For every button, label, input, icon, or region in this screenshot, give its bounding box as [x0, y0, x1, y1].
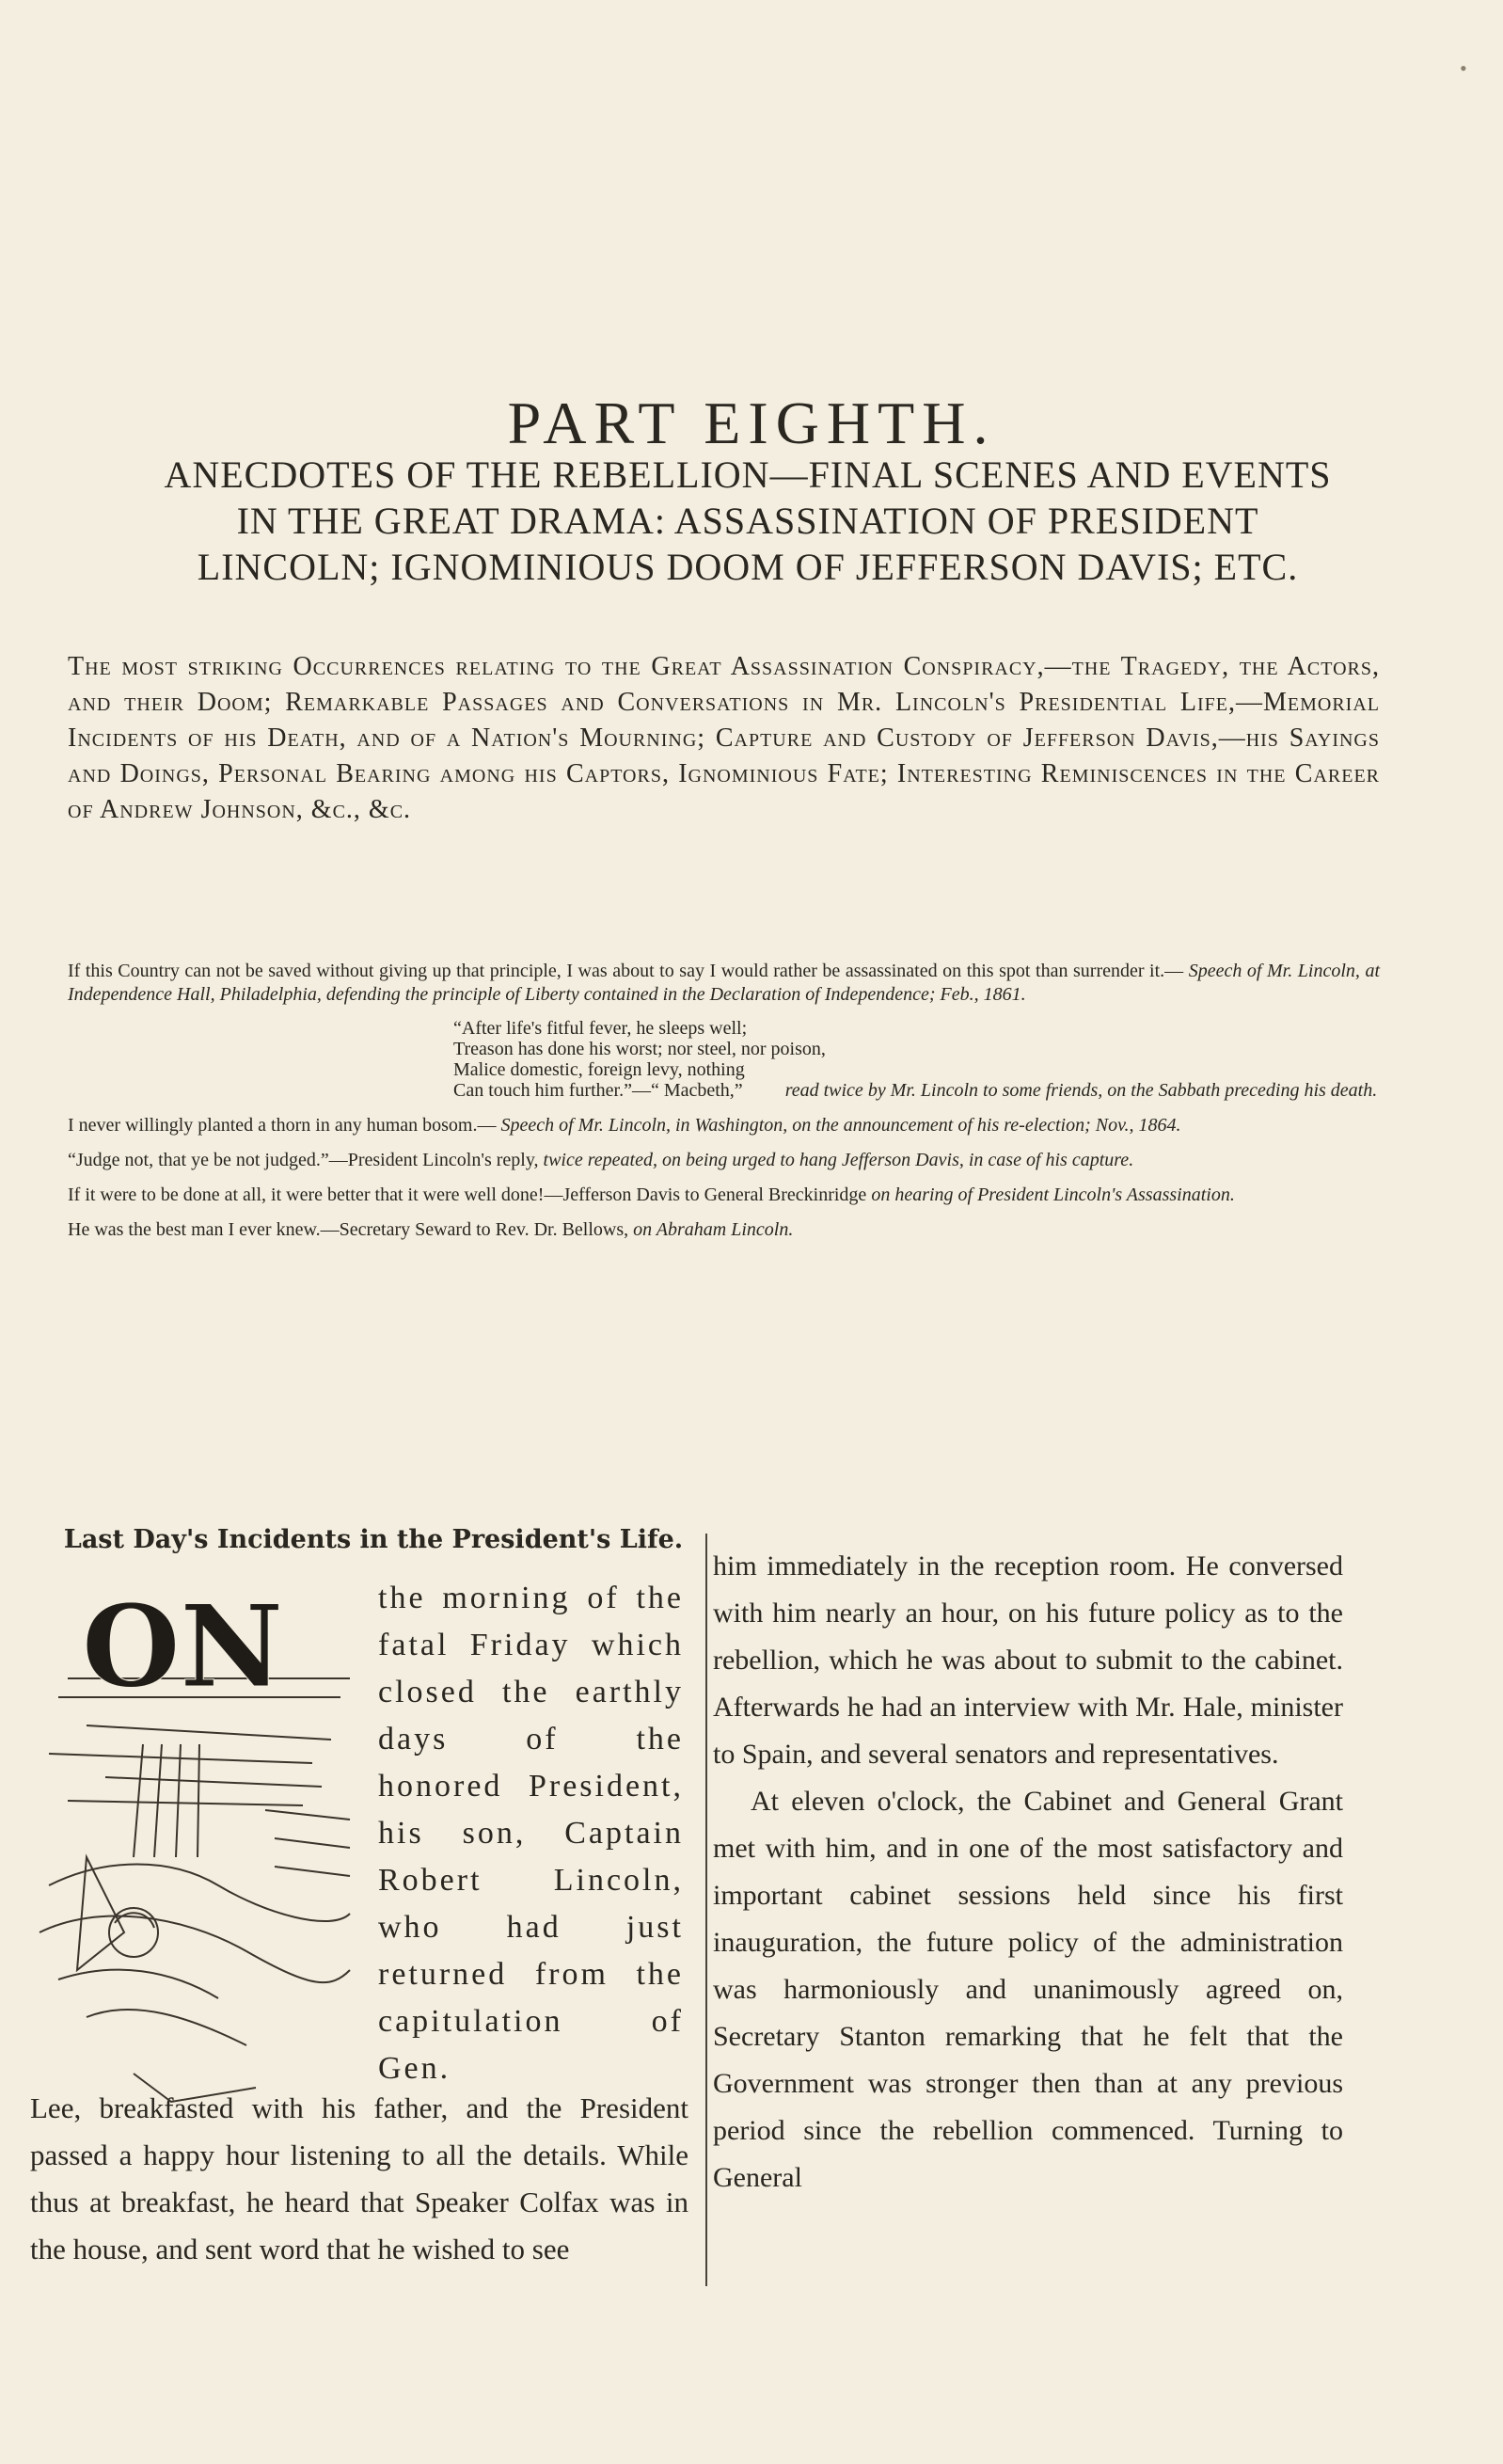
epigraph-attribution: on hearing of President Lincoln's Assassination. [871, 1184, 1235, 1205]
epigraph-attribution: on Abraham Lincoln. [633, 1219, 794, 1240]
subtitle-line: IN THE GREAT DRAMA: ASSASSINATION OF PRESIDENT [236, 500, 1259, 542]
epigraph [68, 960, 1380, 1007]
epigraph [68, 1218, 1380, 1242]
right-column-text [713, 1543, 1343, 2202]
chapter-summary: The most striking Occurrences relating to the Great Assassination Conspiracy,—the Tragedy, the Actors, and their Doom; Remarkable Passages and Conversations in Mr. Lincoln's Presidential Life,—Memorial Incidents of his Death, and of a Nation's Mourning; Capture and Custody of Jefferson Davis,—his Sayings and Doings, Personal Bearing among his Captors, Ignominious Fate; Interesting Reminiscences in the Career of Andrew Johnson, &c., &c. [68, 652, 1380, 824]
drop-cap-block [30, 1575, 688, 2111]
page-speck: • [1460, 56, 1467, 80]
epigraph [68, 1114, 1380, 1137]
poem-attribution: read twice by Mr. Lincoln to some friends, on the Sabbath preceding his death. [784, 1080, 1378, 1101]
macbeth-quote [453, 1018, 1380, 1101]
epigraph-text: “Judge not, that ye be not judged.”—President Lincoln's reply, [68, 1150, 539, 1170]
paragraph: him immediately in the reception room. He conversed with him nearly an hour, on his future policy as to the rebellion, which he was about to submit to the cabinet. Afterwards he had an interview with Mr. Hale, minister to Spain, and several senators and representatives. [713, 1550, 1343, 1770]
poem-line: “After life's fitful fever, he sleeps well; [453, 1018, 748, 1039]
poem-line: Malice domestic, foreign levy, nothing [453, 1059, 745, 1080]
subtitle-line: LINCOLN; IGNOMINIOUS DOOM OF JEFFERSON DAVIS; ETC. [197, 546, 1299, 588]
epigraph-attribution: twice repeated, on being urged to hang Jefferson Davis, in case of his capture. [543, 1150, 1134, 1170]
drop-cap-letters: ON [82, 1581, 284, 1713]
left-column-text: Lee, breakfasted with his father, and the President passed a happy hour listening to all the details. While thus at breakfast, he heard that Speaker Colfax was in the house, and sent word that he wished to see [30, 2091, 688, 2265]
poem-line: Treason has done his worst; nor steel, nor poison, [453, 1039, 826, 1059]
part-subtitle [108, 452, 1387, 590]
column-rule [705, 1534, 707, 2286]
right-column [713, 1543, 1343, 2202]
part-title: PART EIGHTH. [507, 389, 996, 456]
epigraphs [68, 960, 1380, 1253]
epigraph-text: I never willingly planted a thorn in any human bosom.— [68, 1115, 497, 1136]
epigraph [68, 1184, 1380, 1207]
epigraph-text: If this Country can not be saved without giving up that principle, I was about to say I would rather be assassinated on this spot than surrender it.— [68, 961, 1184, 981]
epigraph-text: If it were to be done at all, it were better that it were well done!—Jefferson Davis to General Breckinridge [68, 1184, 867, 1205]
left-column [30, 1524, 688, 2273]
subtitle-line: ANECDOTES OF THE REBELLION—FINAL SCENES AND EVENTS [164, 453, 1332, 496]
ornamental-initial-illustration [30, 1575, 369, 2111]
section-heading: Last Day's Incidents in the President's Life. [63, 1525, 684, 1554]
epigraph-text: He was the best man I ever knew.—Secretary Seward to Rev. Dr. Bellows, [68, 1219, 629, 1240]
paragraph: At eleven o'clock, the Cabinet and General Grant met with him, and in one of the most satisfactory and important cabinet sessions held since his first inauguration, the future policy of the administration was harmoniously and unanimously agreed on, Secretary Stanton remarking that he felt that the Government was stronger then than at any previous period since the rebellion commenced. Turning to General [713, 1786, 1343, 2193]
epigraph-attribution: Speech of Mr. Lincoln, at Independence Hall, Philadelphia, defending the principle of Liberty contained in the Declaration of Independence; Feb., 1861. [68, 961, 1381, 1005]
epigraph [68, 1149, 1380, 1172]
poem-line: Can touch him further.”—“ Macbeth,” [453, 1080, 743, 1101]
drop-cap-paragraph: the morning of the fatal Friday which closed the earthly days of the honored President, his son, Captain Robert Lincoln, who had just returned from the capitulation of Gen. [378, 1581, 684, 2086]
epigraph-attribution: Speech of Mr. Lincoln, in Washington, on the announcement of his re-election; Nov., 1864. [500, 1115, 1181, 1136]
